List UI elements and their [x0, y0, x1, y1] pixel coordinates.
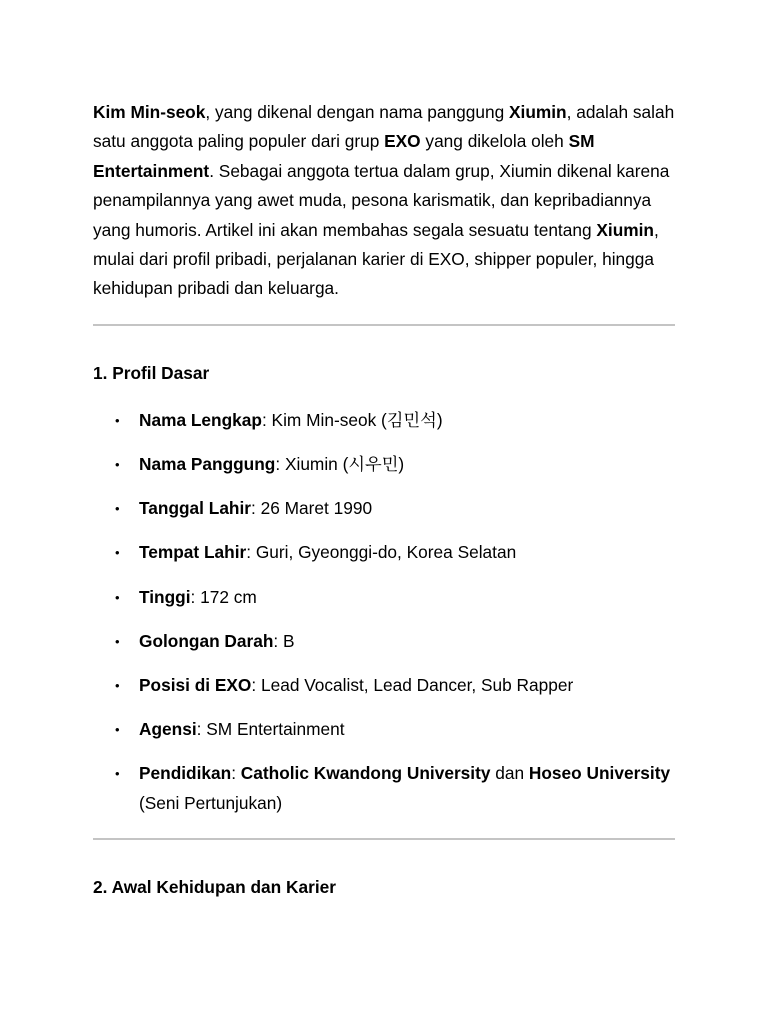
- section-heading-awal: 2. Awal Kehidupan dan Karier: [93, 877, 336, 898]
- list-item: • Nama Panggung: Xiumin (시우민): [93, 450, 675, 479]
- list-item: • Nama Lengkap: Kim Min-seok (김민석): [93, 406, 675, 435]
- bullet-icon: •: [115, 545, 120, 561]
- bullet-icon: •: [115, 501, 120, 517]
- divider: [93, 838, 675, 840]
- profile-list: [93, 406, 675, 818]
- bullet-icon: •: [115, 678, 120, 694]
- intro-paragraph: Kim Min-seok, yang dikenal dengan nama panggung Xiumin, adalah salah satu anggota paling populer dari grup EXO yang dikelola oleh SM Entertainment. Sebagai anggota tertua dalam grup, Xiumin dikenal karena penampilannya yang awet muda, pesona karismatik, dan kepribadiannya yang humoris. Artikel ini akan membahas segala sesuatu tentang Xiumin, mulai dari profil pribadi, perjalanan karier di EXO, shipper populer, hingga kehidupan pribadi dan keluarga.: [93, 102, 675, 299]
- divider: [93, 324, 675, 326]
- article: [93, 98, 675, 898]
- list-item: • Tanggal Lahir: 26 Maret 1990: [93, 494, 675, 523]
- section-heading-profil: 1. Profil Dasar: [93, 362, 210, 383]
- bullet-icon: •: [115, 457, 120, 473]
- list-item: • Posisi di EXO: Lead Vocalist, Lead Dancer, Sub Rapper: [93, 671, 675, 700]
- list-item: • Golongan Darah: B: [93, 627, 675, 656]
- list-item: • Tempat Lahir: Guri, Gyeonggi-do, Korea Selatan: [93, 538, 675, 567]
- bullet-icon: •: [115, 412, 120, 428]
- bullet-icon: •: [115, 766, 120, 782]
- intro-name: Kim Min-seok: [93, 102, 206, 122]
- list-item: • Agensi: SM Entertainment: [93, 715, 675, 744]
- list-item: • Tinggi: 172 cm: [93, 583, 675, 612]
- bullet-icon: •: [115, 589, 120, 605]
- bullet-icon: •: [115, 633, 120, 649]
- bullet-icon: •: [115, 722, 120, 738]
- list-item: • Pendidikan: Catholic Kwandong University dan Hoseo University (Seni Pertunjukan): [93, 759, 675, 818]
